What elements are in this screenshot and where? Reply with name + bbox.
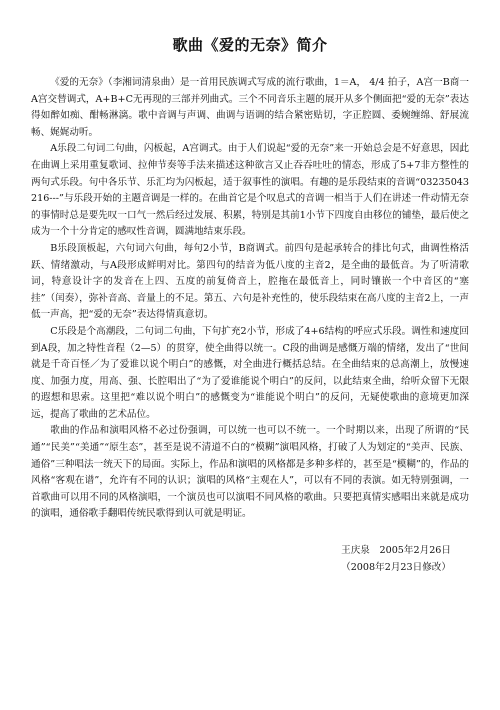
author-date: 王庆泉 2005年2月26日 [341,545,451,557]
revision-date: （2008年2月23日修改） [341,561,451,573]
paragraph-section-b: B乐段顶板起，六句词六句曲，每句2小节，B商调式。前四句是起承转合的排比句式，曲调性格活跃、情绪激动，与A段形成鲜明对比。第四句的结音为低八度的主音2，是全曲的最低音。为了听清歌词，特意设计字的发音在上四、五度的前复倚音上，腔拖在最低音上，同时镶嵌一个中音区的“塞挂”（闰奏），弥补音高、音量上的不足。第五、六句是补充性的，使乐段结束在高八度的主音2上，一声低一声高，把“爱的无奈”表达得情真意切。 [31,242,469,321]
page-title: 歌曲《爱的无奈》简介 [172,36,328,54]
paragraph-section-c: C乐段是个高潮段，二句词二句曲，下句扩充2小节，形成了4+6结构的呼应式乐段。调性和速度回到A段，加之特性音程（2—5）的贯穿，使全曲得以统一。C段的曲调是感慨万端的情绪，发出了“世间就是千奇百怪／为了爱谁以说个明白”的感慨，对全曲进行概括总结。在全曲结束的总高潮上，放慢速度、加强力度，用高、强、长腔唱出了“为了爱谁能说个明白”的反问，以此结束全曲，给听众留下无限的遐想和思索。这里把“难以说个明白”的感慨变为“谁能说个明白”的反问，无疑使歌曲的意境更加深远，提高了歌曲的艺术品位。 [31,325,469,420]
paragraph-style: 歌曲的作品和演唱风格不必过份强调，可以统一也可以不统一。一个时期以来，出现了所谓的“民通”“民美”“美通”“原生态”，甚至是说不清道不白的“模糊”演唱风格，打破了人为划定的“美声、民族、通俗”三种唱法一统天下的局面。实际上，作品和演唱的风格都是多种多样的，甚至是“模糊”的，作品的风格“客观在谱”，允许有不同的认识；演唱的风格“主观在人”，可以有不同的表演。如无特别强调，一首歌曲可以用不同的风格演唱，一个演员也可以演唱不同风格的歌曲。只要把真情实感唱出来就是成功的演唱，通俗歌手翻唱传统民歌得到认可就是明证。 [31,425,469,520]
signature-block [31,543,469,576]
paragraph-section-a: A乐段二句词二句曲，闪板起，A宫调式。由于人们说起“爱的无奈”来一开始总会是不好意思，因此在曲调上采用重复歌词、拉伸节奏等手法来描述这种欲言又止吞吞吐吐的情态，形成了5+7非方整性的两句式乐段。句中各乐节、乐汇均为闪板起，适于叙事性的演唱。有趣的是乐段结束的音调“03235043216---”与乐段开始的主题音调是一样的。在曲首它是个叹息式的音调一相当于人们在讲述一件动情无奈的事情时总是要先叹一口气一然后经过发展、积累，特别是其前1小节下四度自由移位的铺垫，最后使之成为一个十分肯定的感叹性音调，圆满地结束乐段。 [31,143,469,238]
paragraph-intro: 《爱的无奈》（李湘词清泉曲）是一首用民族调式写成的流行歌曲，1＝A， 4/4 拍子，A宫一B商一A宫交替调式，A+B+C无再现的三部并列曲式。三个不同音乐主题的展开从多个侧面把“爱的无奈”表达得如醉如痴、酣畅淋漓。歌中音调与声调、曲调与语调的结合紧密贴切，字正腔圆、委婉缠绵、舒展流畅、娓娓动听。 [31,77,469,138]
